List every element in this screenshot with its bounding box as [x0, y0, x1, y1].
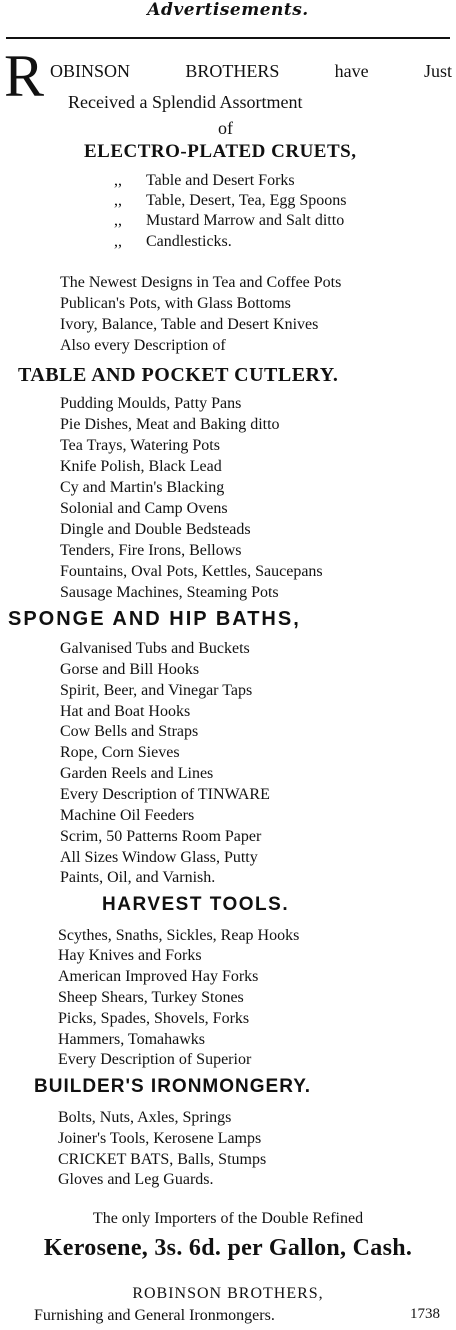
list-item: Joiner's Tools, Kerosene Lamps [58, 1130, 262, 1147]
signature-name: ROBINSON BROTHERS, [132, 1285, 324, 1302]
intro-line-4: ELECTRO-PLATED CRUETS, [84, 141, 357, 162]
list-item: Scythes, Snaths, Sickles, Reap Hooks [58, 927, 300, 944]
list-item: Sheep Shears, Turkey Stones [58, 989, 244, 1006]
importers-line: The only Importers of the Double Refined [92, 1210, 364, 1227]
list-item: Paints, Oil, and Varnish. [60, 869, 216, 886]
ditto-mark: ,, [114, 212, 122, 229]
heading-cutlery: TABLE AND POCKET CUTLERY. [18, 364, 339, 386]
list-item: CRICKET BATS, Balls, Stumps [58, 1151, 267, 1168]
ditto-item: ,, Candlesticks. [114, 233, 232, 250]
list-item: Every Description of TINWARE [60, 786, 270, 803]
ditto-item: ,, Mustard Marrow and Salt ditto [114, 212, 345, 229]
list-item: Gorse and Bill Hooks [60, 661, 200, 678]
ditto-mark: ,, [114, 233, 122, 250]
list-item: Machine Oil Feeders [60, 807, 195, 824]
ditto-mark: ,, [114, 192, 122, 209]
list-item: Spirit, Beer, and Vinegar Taps [60, 682, 253, 699]
list-item: Also every Description of [60, 337, 226, 354]
list-item: Gloves and Leg Guards. [58, 1171, 214, 1188]
list-item: Ivory, Balance, Table and Desert Knives [60, 316, 319, 333]
ditto-item: ,, Table and Desert Forks [114, 172, 295, 189]
list-item: Cow Bells and Straps [60, 723, 199, 740]
page-header: Advertisements. [147, 0, 309, 20]
intro-line-3: of [218, 118, 233, 138]
list-item: Dingle and Double Bedsteads [60, 521, 251, 538]
list-item: American Improved Hay Forks [58, 968, 259, 985]
list-item: Picks, Spades, Shovels, Forks [58, 1010, 250, 1027]
intro-word: OBINSON [50, 61, 131, 81]
list-item: Hay Knives and Forks [58, 947, 202, 964]
list-item: Every Description of Superior [58, 1051, 252, 1068]
list-item: Sausage Machines, Steaming Pots [60, 584, 279, 601]
list-item: Publican's Pots, with Glass Bottoms [60, 295, 291, 312]
list-item: Pudding Moulds, Patty Pans [60, 395, 242, 412]
list-item: Solonial and Camp Ovens [60, 500, 228, 517]
list-item: Fountains, Oval Pots, Kettles, Saucepans [60, 563, 323, 580]
list-item: Bolts, Nuts, Axles, Springs [58, 1109, 232, 1126]
list-item: Tea Trays, Watering Pots [60, 437, 220, 454]
list-item: Galvanised Tubs and Buckets [60, 640, 250, 657]
intro-line-2: Received a Splendid Assortment [68, 92, 303, 112]
intro-word: have [334, 61, 369, 81]
list-item: The Newest Designs in Tea and Coffee Pots [60, 274, 342, 291]
list-item: Pie Dishes, Meat and Baking ditto [60, 416, 280, 433]
ad-number: 1738 [410, 1306, 440, 1322]
kerosene-price: Kerosene, 3s. 6d. per Gallon, Cash. [43, 1235, 413, 1261]
list-item: Garden Reels and Lines [60, 765, 214, 782]
drop-cap: R [4, 43, 45, 109]
heading-baths: SPONGE AND HIP BATHS, [8, 608, 301, 630]
list-item: Rope, Corn Sieves [60, 744, 180, 761]
intro-word: Just [423, 61, 452, 81]
list-item: Tenders, Fire Irons, Bellows [60, 542, 242, 559]
list-item: Hammers, Tomahawks [58, 1031, 205, 1048]
intro-line-1 [50, 61, 452, 82]
signature-trade: Furnishing and General Ironmongers. [34, 1307, 275, 1324]
list-item: Scrim, 50 Patterns Room Paper [60, 828, 262, 845]
heading-harvest: HARVEST TOOLS. [102, 894, 290, 915]
list-item: Hat and Boat Hooks [60, 703, 191, 720]
ditto-item: ,, Table, Desert, Tea, Egg Spoons [114, 192, 347, 209]
header-rule [6, 37, 450, 39]
ditto-mark: ,, [114, 172, 122, 189]
heading-ironmongery: BUILDER'S IRONMONGERY. [34, 1076, 312, 1097]
intro-word: BROTHERS [185, 61, 280, 81]
list-item: All Sizes Window Glass, Putty [60, 849, 258, 866]
list-item: Knife Polish, Black Lead [60, 458, 222, 475]
list-item: Cy and Martin's Blacking [60, 479, 225, 496]
